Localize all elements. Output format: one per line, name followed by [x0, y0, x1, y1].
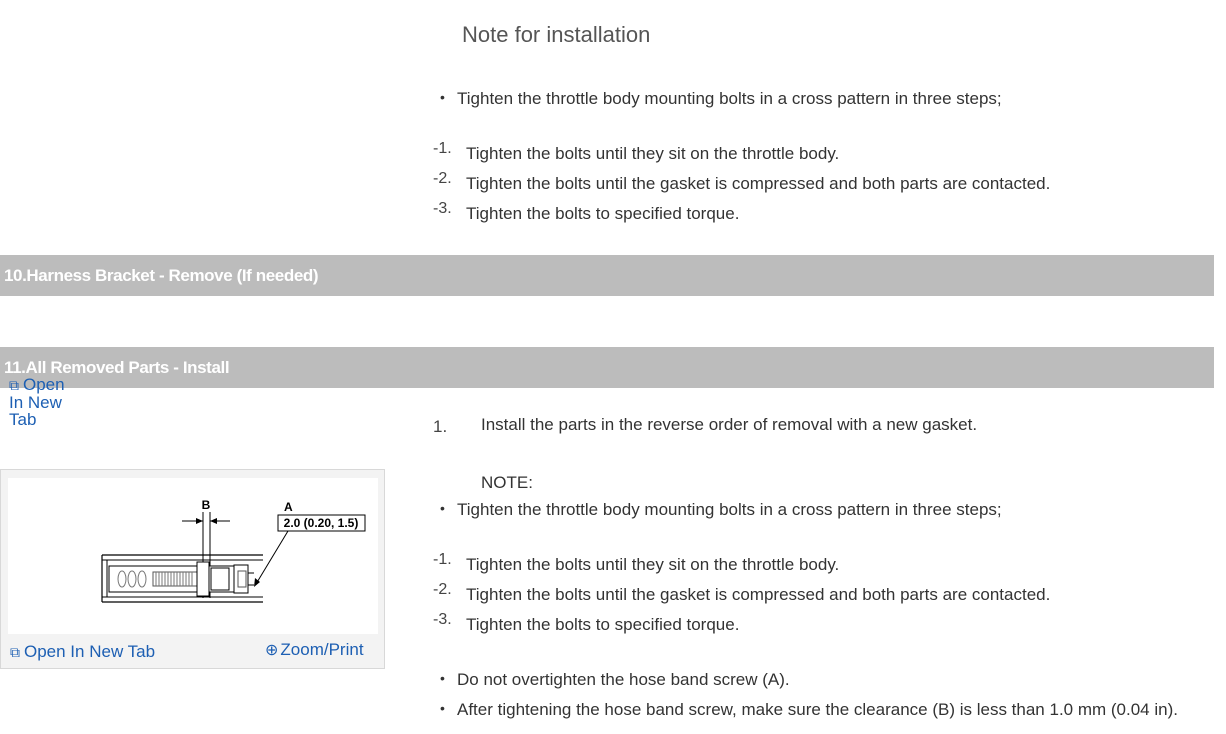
zoom-print-link[interactable]	[265, 640, 364, 660]
step-number: -2.	[433, 581, 452, 598]
figure-container	[0, 469, 385, 669]
note-title: Note for installation	[462, 22, 651, 47]
step-number: -3.	[433, 611, 452, 628]
step-number: -2.	[433, 170, 452, 187]
step-item	[433, 200, 740, 224]
step-item	[433, 140, 840, 164]
step-number: -1.	[433, 140, 452, 157]
step-text: Tighten the bolts to specified torque.	[466, 204, 740, 223]
step-item	[433, 581, 1051, 605]
bullet-dot: •	[440, 700, 445, 716]
step-text: Tighten the bolts until they sit on the throttle body.	[466, 144, 840, 163]
instruction-number: 1.	[433, 417, 448, 436]
bullet-dot: •	[440, 670, 445, 686]
zoom-magnifier-icon: ⊕	[265, 642, 279, 659]
step-item	[433, 170, 1051, 194]
bullet-dot: •	[440, 89, 445, 105]
step-text: Tighten the bolts until the gasket is compressed and both parts are contacted.	[466, 585, 1051, 604]
bullet-text: After tightening the hose band screw, make sure the clearance (B) is less than 1.0 mm (0.04 in).	[457, 700, 1178, 719]
open-tab-label: Open In New Tab	[24, 642, 156, 661]
bullet-dot: •	[440, 500, 445, 516]
step-text: Tighten the bolts until the gasket is compressed and both parts are contacted.	[466, 174, 1051, 193]
bullet-item	[440, 500, 1002, 520]
bullet-text: Do not overtighten the hose band screw (A).	[457, 670, 790, 689]
spec-value: 2.0 (0.20, 1.5)	[283, 516, 359, 530]
hose-band-diagram	[8, 478, 378, 634]
open-tab-label: Open In New Tab	[9, 375, 65, 429]
step-number: -1.	[433, 551, 452, 568]
bullet-item	[440, 89, 1002, 109]
section-header-10[interactable]	[0, 255, 1214, 296]
step-text: Tighten the bolts to specified torque.	[466, 615, 740, 634]
figure-image[interactable]	[8, 478, 378, 634]
section-header-11[interactable]	[0, 347, 1214, 388]
step-number: -3.	[433, 200, 452, 217]
instruction-text: Install the parts in the reverse order of removal with a new gasket.	[481, 415, 978, 434]
figure-footer	[1, 635, 384, 668]
step-text: Tighten the bolts until they sit on the throttle body.	[466, 555, 840, 574]
bullet-text: Tighten the throttle body mounting bolts in a cross pattern in three steps;	[457, 500, 1002, 519]
label-a: A	[284, 500, 293, 514]
open-new-tab-icon: ⧉	[10, 644, 20, 660]
bullet-item	[440, 670, 790, 690]
zoom-label: Zoom/Print	[280, 640, 364, 659]
section-title: 10.Harness Bracket - Remove (If needed)	[4, 266, 319, 285]
step-item	[433, 551, 840, 575]
open-in-new-tab-link[interactable]	[9, 376, 79, 428]
section-title: 11.All Removed Parts - Install	[4, 358, 230, 377]
bullet-text: Tighten the throttle body mounting bolts in a cross pattern in three steps;	[457, 89, 1002, 108]
label-b: B	[201, 498, 211, 512]
figure-open-in-new-tab-link[interactable]	[10, 642, 155, 662]
note-label: NOTE:	[481, 473, 533, 492]
step-item	[433, 611, 740, 635]
bullet-item	[440, 700, 1178, 720]
open-new-tab-icon: ⧉	[9, 377, 19, 393]
